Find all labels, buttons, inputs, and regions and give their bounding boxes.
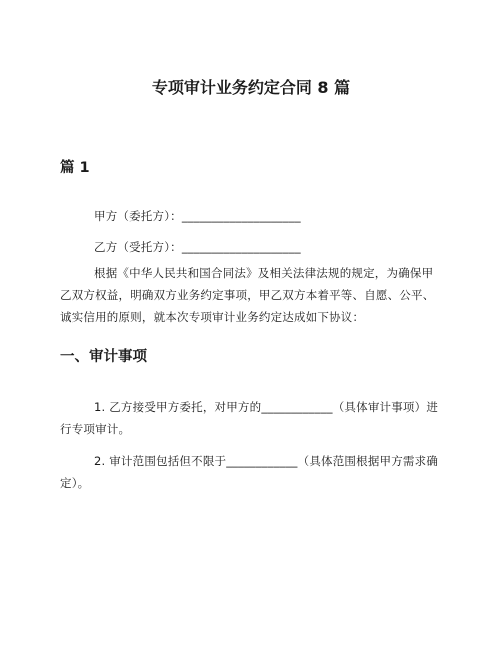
- party-b-field: 乙方（受托方）：____________________: [94, 240, 301, 254]
- document-title: 专项审计业务约定合同 8 篇: [151, 78, 351, 97]
- section-heading-1: 篇 1: [60, 160, 90, 176]
- subsection-heading-audit-matters: 一、审计事项: [60, 349, 147, 365]
- clause-2: 2. 审计范围包括但不限于____________（具体范围根据甲方需求确定）。: [60, 454, 439, 490]
- party-a-field: 甲方（委托方）：____________________: [94, 209, 301, 223]
- clause-1: 1. 乙方接受甲方委托，对甲方的____________（具体审计事项）进行专项审计。: [60, 400, 439, 436]
- intro-paragraph: 根据《中华人民共和国合同法》及相关法律法规的规定，为确保甲乙双方权益，明确双方业务约定事项，甲乙双方本着平等、自愿、公平、诚实信用的原则，就本次专项审计业务约定达成如下协议：: [60, 266, 435, 324]
